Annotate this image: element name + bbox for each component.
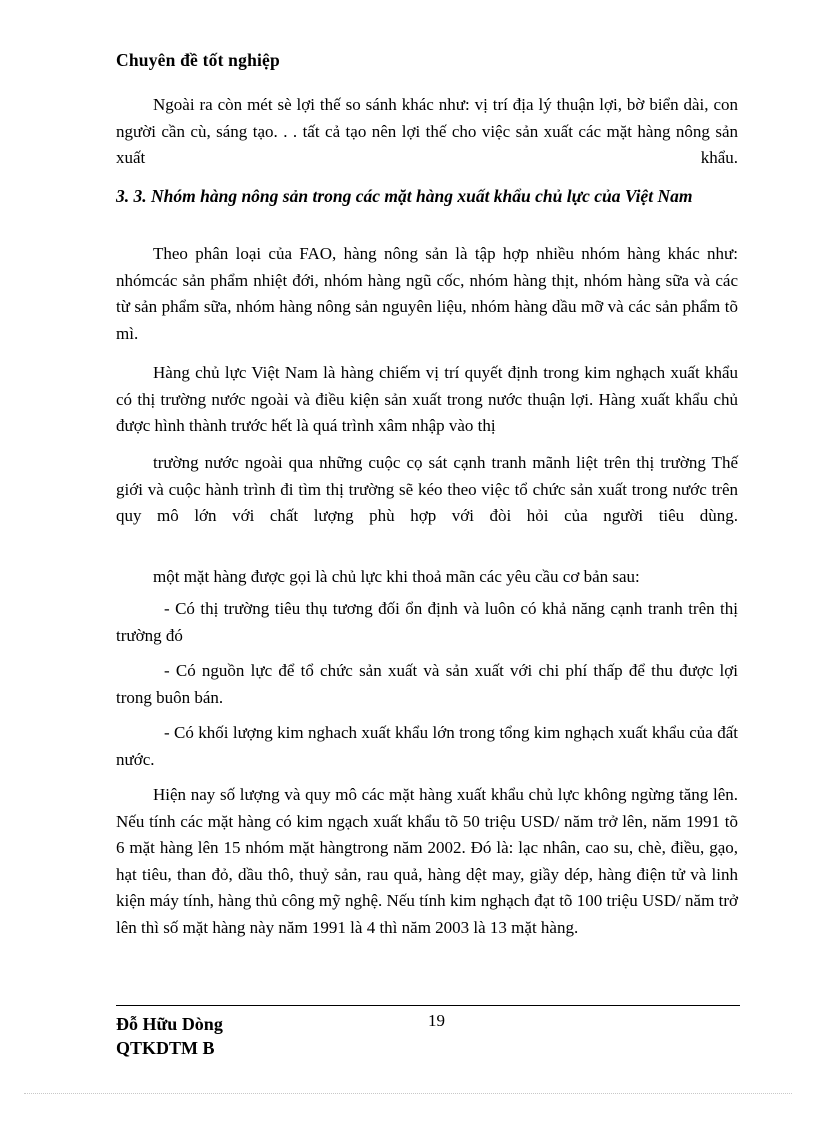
requirements-intro-block	[116, 564, 738, 591]
fao-text-block	[116, 241, 738, 347]
paragraph-fao-classification: Theo phân loại của FAO, hàng nông sản là tập hợp nhiều nhóm hàng khác như: nhómcác sản phẩm nhiệt đới, nhóm hàng ngũ cốc, nhóm hàng thịt, nhóm hàng sữa và các từ sản phẩm sữa, nhóm hàng nông sản nguyên liệu, nhóm hàng dầu mỡ và các sản phẩm tõ mì.	[116, 244, 738, 343]
section-heading: 3. 3. Nhóm hàng nông sản trong các mặt hàng xuất khẩu chủ lực của Việt Nam	[116, 186, 693, 206]
market-text-block	[116, 450, 738, 530]
paragraph-market-penetration: trường nước ngoài qua những cuộc cọ sát cạnh tranh mãnh liệt trên thị trường Thế giới và cuộc hành trình đi tìm thị trường sẽ kéo theo việc tổ chức sản xuất trong nước trên quy mô lớn với chất lượng phù hợp với đòi hỏi của người tiêu dùng.	[116, 453, 738, 525]
document-header-title: Chuyên đề tốt nghiệp	[116, 50, 280, 70]
footer-divider	[116, 1005, 740, 1006]
requirement-2-block	[116, 658, 738, 711]
footer-class-code: QTKDTM B	[116, 1038, 215, 1058]
paragraph-current-key-exports: Hiện nay số lượng và quy mô các mặt hàng xuất khẩu chủ lực không ngừng tăng lên. Nếu tính các mặt hàng có kim ngạch xuất khẩu tõ 50 triệu USD/ năm trở lên, năm 1991 tõ 6 mặt hàng lên 15 nhóm mặt hàngtrong năm 2002. Đó là: lạc nhân, cao su, chè, điều, gạo, hạt tiêu, than đỏ, dầu thô, thuỷ sản, rau quả, hàng dệt may, giầy dép, hàng điện tử và linh kiện máy tính, hàng thủ công mỹ nghệ. Nếu tính kim nghạch đạt tõ 100 triệu USD/ năm trở lên thì số mặt hàng này năm 1991 là 4 thì năm 2003 là 13 mặt hàng.	[116, 785, 738, 937]
requirement-1-block	[116, 596, 738, 649]
key-goods-text-block	[116, 360, 738, 440]
intro-text-block	[116, 92, 738, 172]
paragraph-comparative-advantage: Ngoài ra còn mét sè lợi thế so sánh khác như: vị trí địa lý thuận lợi, bờ biển dài, con người cần cù, sáng tạo. . . tất cả tạo nên lợi thế cho việc sản xuất các mặt hàng nông sản xuất khẩu.	[116, 95, 738, 167]
footer-author-name: Đỗ Hữu Dòng	[116, 1014, 223, 1034]
requirement-stable-market: - Có thị trường tiêu thụ tương đối ổn định và luôn có khả năng cạnh tranh trên thị trường đó	[116, 599, 738, 645]
current-status-block	[116, 782, 738, 941]
paragraph-key-goods-definition: Hàng chủ lực Việt Nam là hàng chiếm vị trí quyết định trong kim nghạch xuất khẩu có thị trường nước ngoài và điều kiện sản xuất trong nước thuận lợi. Hàng xuất khẩu chủ được hình thành trước hết là quá trình xâm nhập vào thị	[116, 363, 738, 435]
requirement-3-block	[116, 720, 738, 773]
page-bottom-edge	[24, 1093, 792, 1094]
requirement-large-export-turnover: - Có khối lượng kim nghach xuất khẩu lớn trong tổng kim nghạch xuất khẩu của đất nước.	[116, 723, 738, 769]
requirement-low-cost-production: - Có nguồn lực để tổ chức sản xuất và sản xuất với chi phí thấp để thu được lợi trong buôn bán.	[116, 661, 738, 707]
page-number: 19	[428, 1011, 445, 1030]
paragraph-requirements-intro: một mặt hàng được gọi là chủ lực khi thoả mãn các yêu cầu cơ bản sau:	[153, 567, 640, 586]
